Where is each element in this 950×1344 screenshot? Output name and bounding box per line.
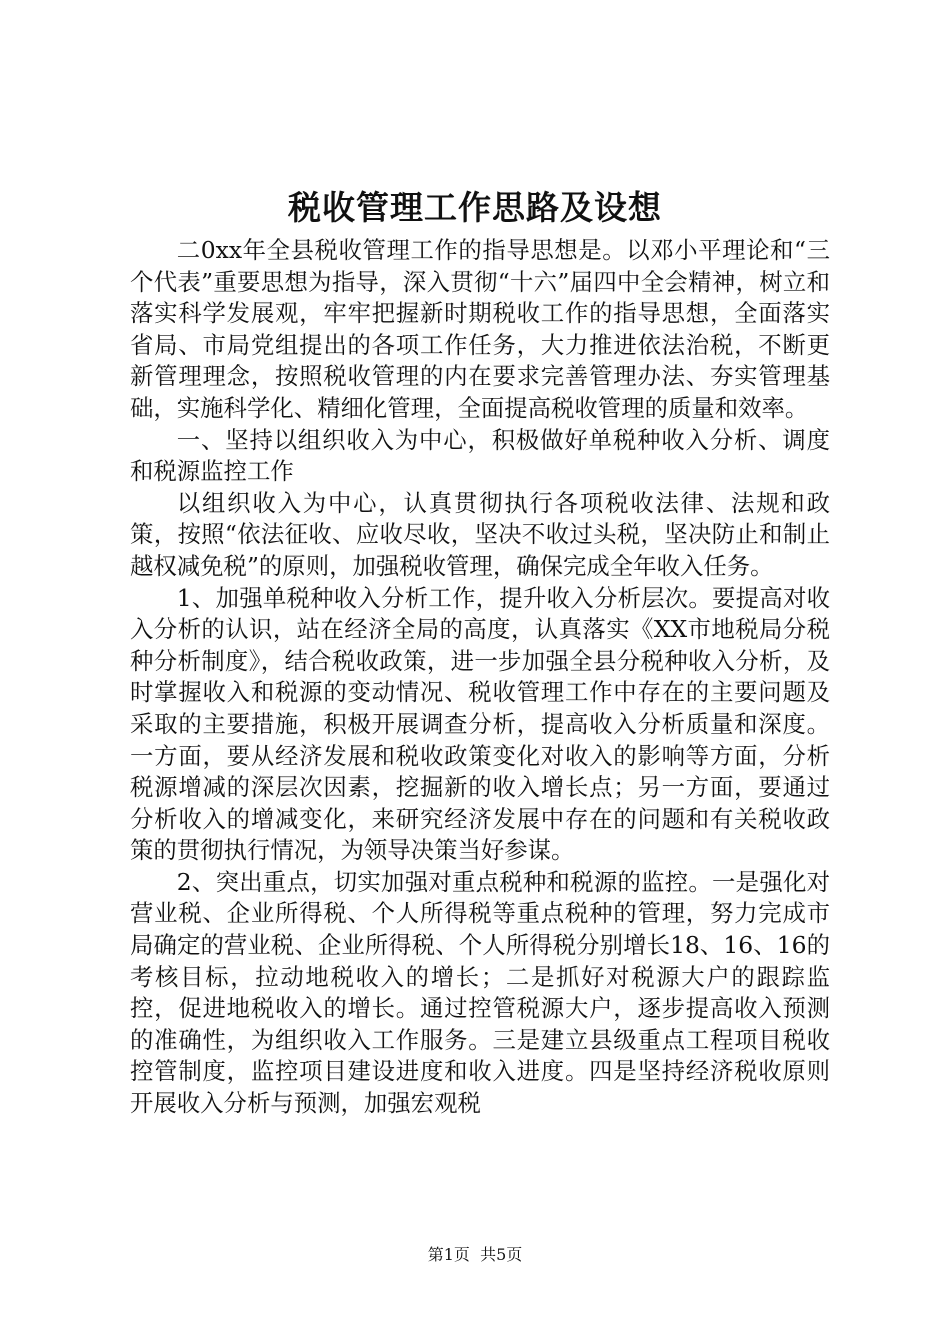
page-footer: [0, 1244, 950, 1266]
page-total: 共5页: [480, 1245, 523, 1264]
document-body: [130, 235, 830, 1120]
page-number: 第1页: [427, 1245, 470, 1264]
paragraph-item-2: 2、突出重点，切实加强对重点税种和税源的监控。一是强化对营业税、企业所得税、个人所得税等重点税种的管理，努力完成市局确定的营业税、企业所得税、个人所得税分别增长18、16、16的考核目标，拉动地税收入的增长；二是抓好对税源大户的跟踪监控，促进地税收入的增长。通过控管税源大户，逐步提高收入预测的准确性，为组织收入工作服务。三是建立县级重点工程项目税收控管制度，监控项目建设进度和收入进度。四是坚持经济税收原则开展收入分析与预测，加强宏观税: [130, 867, 830, 1118]
section-heading-1: 一、坚持以组织收入为中心，积极做好单税种收入分析、调度和税源监控工作: [130, 425, 830, 486]
paragraph-item-1: 1、加强单税种收入分析工作，提升收入分析层次。要提高对收入分析的认识，站在经济全局的高度，认真落实《XX市地税局分税种分析制度》，结合税收政策，进一步加强全县分税种收入分析，及时掌握收入和税源的变动情况、税收管理工作中存在的主要问题及采取的主要措施，积极开展调查分析，提高收入分析质量和深度。一方面，要从经济发展和税收政策变化对收入的影响等方面，分析税源增减的深层次因素，挖掘新的收入增长点；另一方面，要通过分析收入的增减变化，来研究经济发展中存在的问题和有关税收政策的贯彻执行情况，为领导决策当好参谋。: [130, 583, 830, 865]
paragraph-revenue-center: 以组织收入为中心，认真贯彻执行各项税收法律、法规和政策，按照“依法征收、应收尽收，坚决不收过头税，坚决防止和制止越权减免税”的原则，加强税收管理，确保完成全年收入任务。: [130, 488, 830, 580]
document-title: 税收管理工作思路及设想: [288, 188, 662, 227]
paragraph-guiding-thought: 二0xx年全县税收管理工作的指导思想是。以邓小平理论和“三个代表”重要思想为指导，深入贯彻“十六”届四中全会精神，树立和落实科学发展观，牢牢把握新时期税收工作的指导思想，全面落实省局、市局党组提出的各项工作任务，大力推进依法治税，不断更新管理理念，按照税收管理的内在要求完善管理办法、夯实管理基础，实施科学化、精细化管理，全面提高税收管理的质量和效率。: [130, 236, 830, 422]
